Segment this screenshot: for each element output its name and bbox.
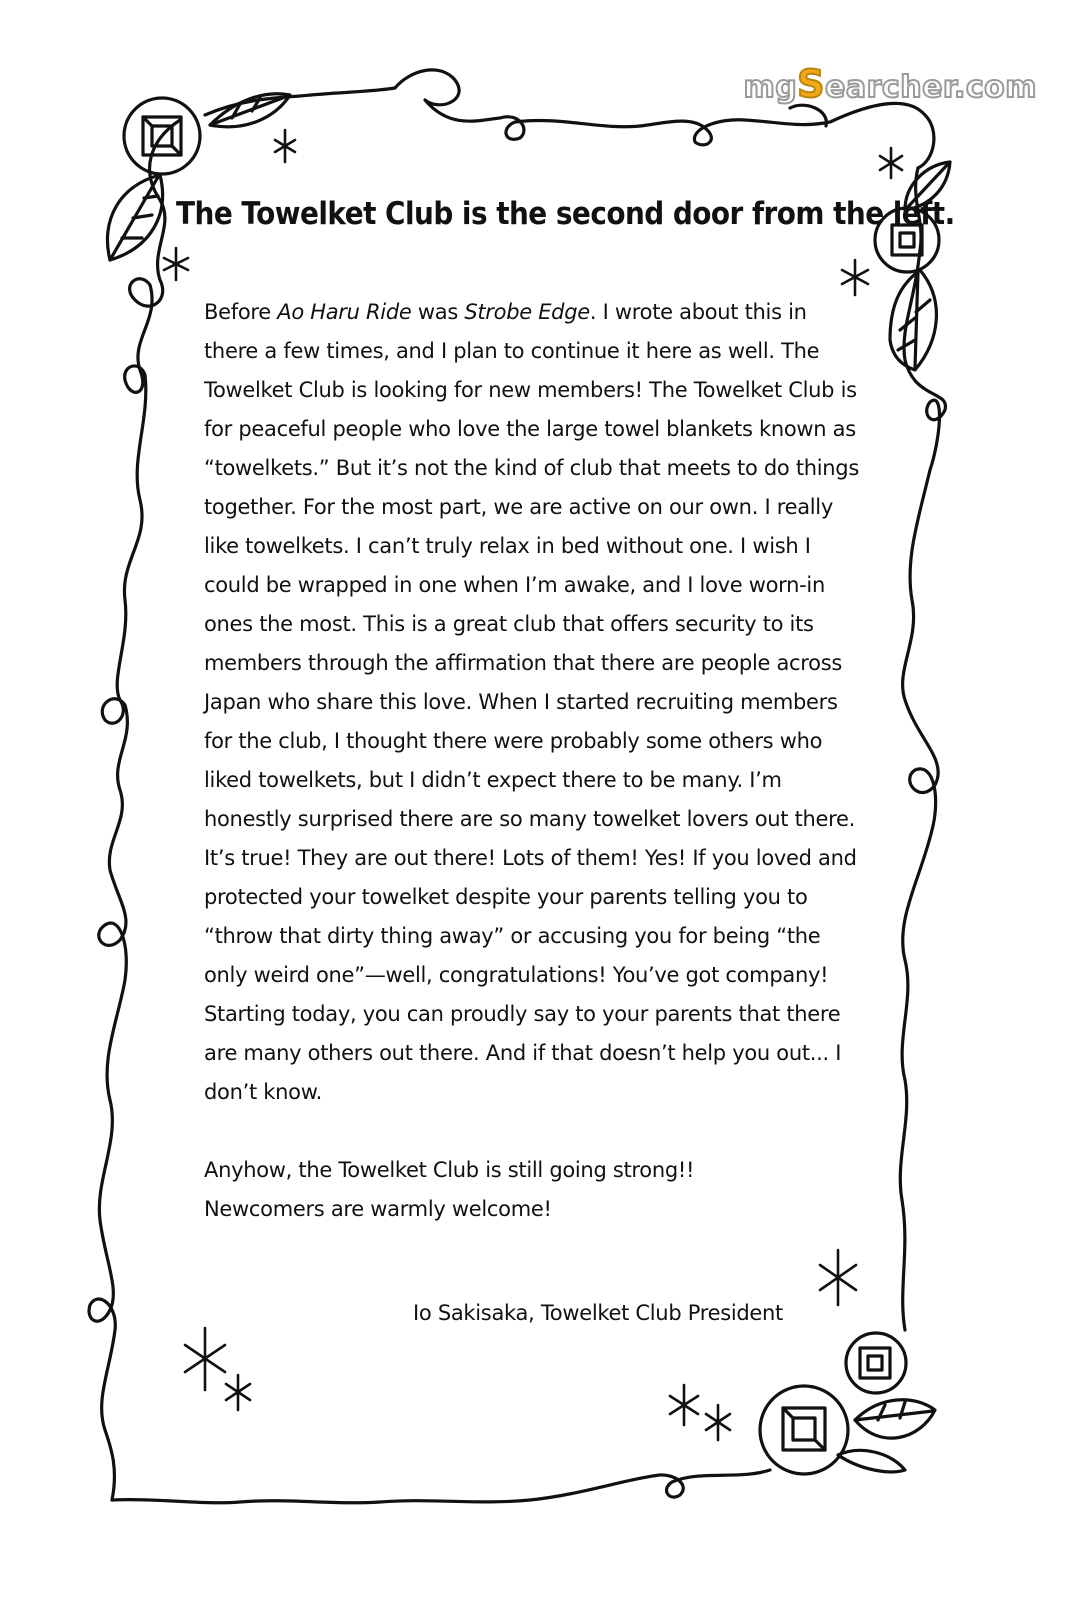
paragraph-1-text: . I wrote about this in there a few times, and I plan to continue it here as well. The Towelket Club is looking for new members! The Towelket Club is for peaceful people who love the large towel blankets known as “towelkets.” But it’s not the kind of club that meets to do things together. For the most part, we are active on our own. I really like towelkets. I can’t truly relax in bed without one. I wish I could be wrapped in one when I’m awake, and I love worn-in ones the most. This is a great club that offers security to its members through the affirmation that there are people across Japan who share this love. When I started recruiting members for the club, I thought there were probably some others who liked towelkets, but I didn’t expect there to be many. I’m honestly surprised there are so many towelket lovers out there. It’s true! They are out there! Lots of them! Yes! If you loved and protected your towelket despite your parents telling you to “throw that dirty thing away” or accusing you for being “the only weird one”—well, congratulations! You’ve got company! Starting today, you can proudly say to your parents that there are many others out there. And if that doesn’t help you out... I don’t know. <box>204 300 859 1104</box>
letter-body <box>204 293 864 1229</box>
page-title: The Towelket Club is the second door from the left. <box>176 196 955 232</box>
paragraph-1 <box>204 293 864 1112</box>
intro-text-b: was <box>411 300 465 324</box>
site-watermark <box>743 62 1037 106</box>
intro-text-a: Before <box>204 300 278 324</box>
watermark-suffix: earcher.com <box>825 70 1037 105</box>
manga-title-strobe-edge: Strobe Edge <box>464 300 590 324</box>
watermark-s-logo: S <box>797 62 826 106</box>
manga-title-ao-haru-ride: Ao Haru Ride <box>277 300 412 324</box>
paragraph-2 <box>204 1151 864 1229</box>
paragraph-2-line-1: Anyhow, the Towelket Club is still going strong!! <box>204 1158 695 1182</box>
signature: Io Sakisaka, Towelket Club President <box>413 1301 783 1325</box>
paragraph-2-line-2: Newcomers are warmly welcome! <box>204 1197 552 1221</box>
watermark-prefix: mg <box>743 70 798 105</box>
